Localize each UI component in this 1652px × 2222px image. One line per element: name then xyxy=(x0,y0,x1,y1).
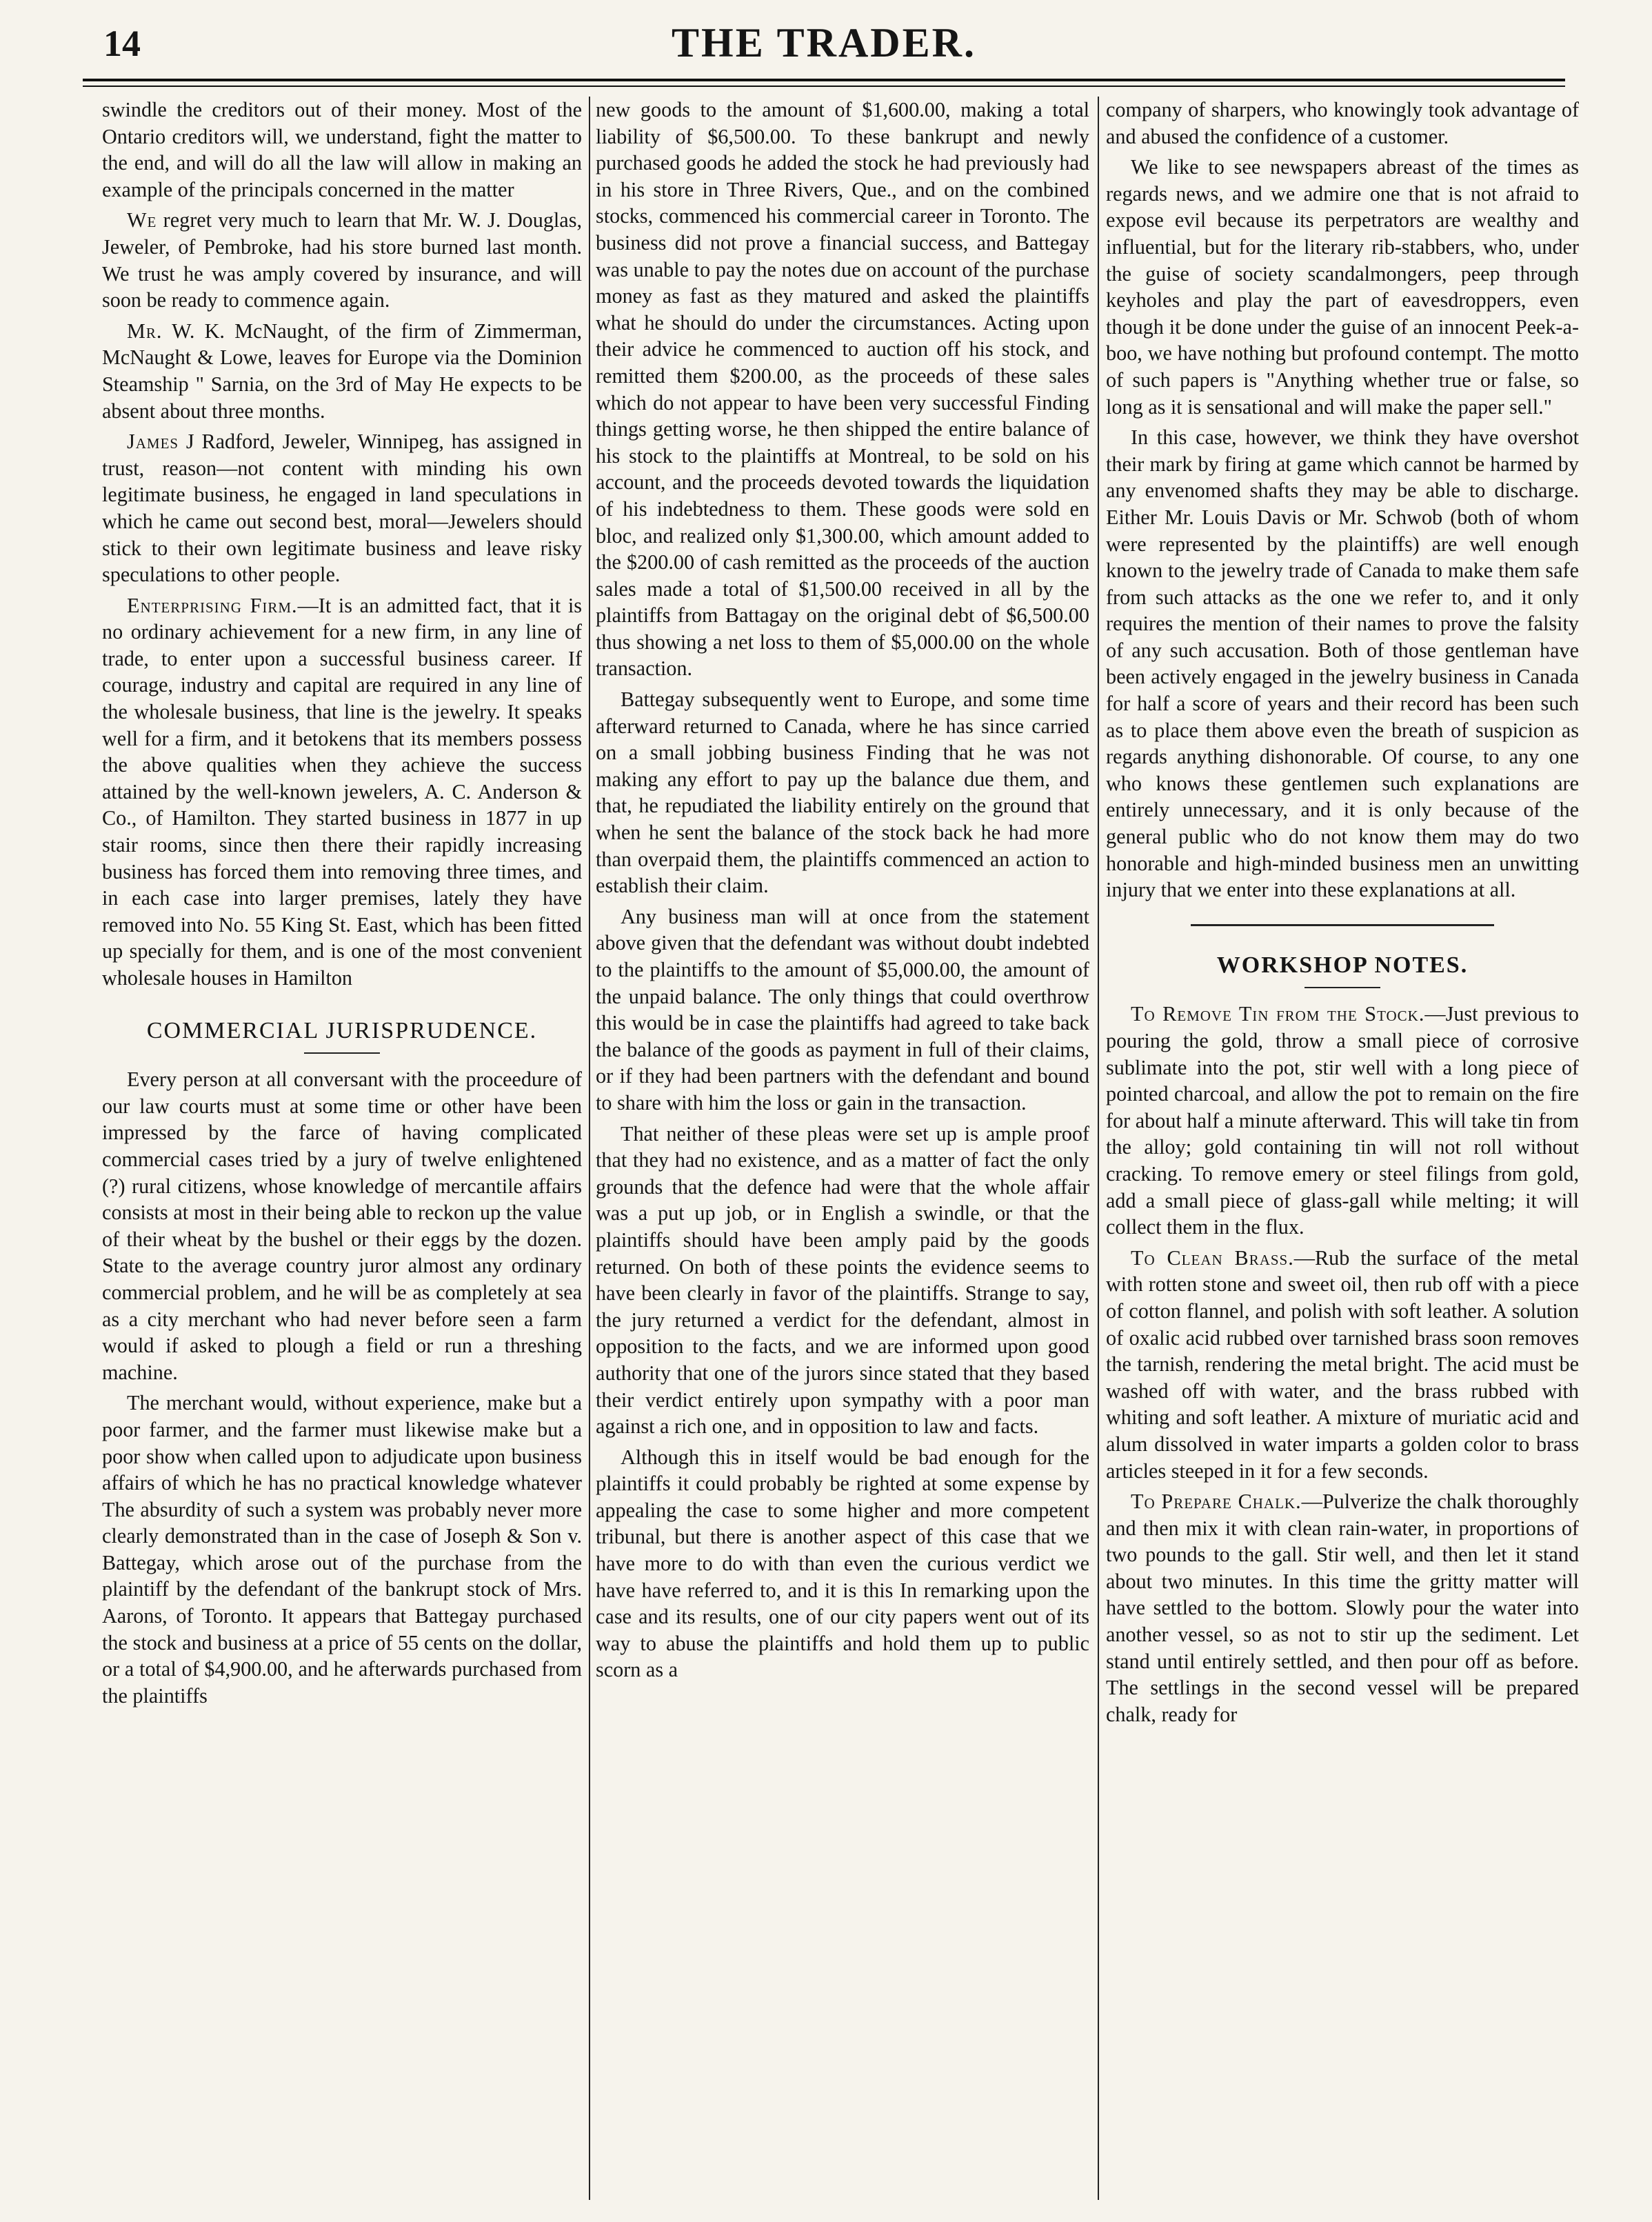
article-paragraph: That neither of these pleas were set up is ample proof that they had no existence, and as a matter of fact the only grounds that the defence had were that the whole affair was a put up job, or in English a swindle, or that the plaintiffs should have been amply paid by the goods returned. On both of these points the evidence seems to have been clearly in favor of the plaintiffs. Strange to say, the jury returned a verdict for the defendant, almost in opposition to the facts, and we are informed upon good authority that one of the jurors since stated that they based their verdict entirely upon sympathy with a poor man against a rich one, and in opposition to law and facts. xyxy=(596,1121,1089,1439)
column-1 xyxy=(102,97,582,2207)
section-heading: COMMERCIAL JURISPRUDENCE. xyxy=(146,1017,538,1043)
paragraph-lead: Mr. xyxy=(127,319,163,343)
paragraph-lead: To Clean Brass. xyxy=(1131,1245,1294,1270)
article-paragraph: In this case, however, we think they have overshot their mark by firing at game which cannot be harmed by any envenomed shafts they may be able to discharge. Either Mr. Louis Davis or Mr. Schwob (both of whom were represented by the plaintiffs) are well enough known to the jewelry trade of Canada to make them safe from such attacks as the one we refer to, and it only requires the mention of their names to prove the falsity of any such accusation. Both of those gentleman have been actively engaged in the jewelry business in Canada for half a score of years and their record has been such as to place them above even the breath of suspicion as regards anything dishonorable. Of course, to any one who knows these gentlemen such explanations are entirely unnecessary, and it is only because of the general public who do not know them may do two honorable and high-minded business men an unwitting injury that we enter into these explanations at all. xyxy=(1106,426,1579,902)
article-paragraph: The merchant would, without experience, make but a poor farmer, and the farmer must likewise make but a poor show when called upon to adjudicate upon business affairs of which he has no practical knowledge whatever The absurdity of such a system was probably never more clearly demonstrated than in the case of Joseph & Son v. Battegay, which arose out of the purchase from the plaintiff by the defendant of the bankrupt stock of Mrs. Aarons, of Toronto. It appears that Battegay purchased the stock and business at a price of 55 cents on the dollar, or a total of $4,900.00, and he afterwards purchased from the plaintiffs xyxy=(102,1391,582,1708)
article-paragraph xyxy=(1106,1488,1579,1728)
article-paragraph: new goods to the amount of $1,600.00, making a total liability of $6,500.00. To these bankrupt and newly purchased goods he added the stock he had previously had in his store in Three Rivers, Que., and on the combined stocks, commenced his commercial career in Toronto. The business did not prove a financial success, and Battegay was unable to pay the notes due on account of the purchase money as fast as they matured and asked the plaintiffs what he should do under the circumstances. Acting upon their advice he commenced to auction off his stock, and remitted them $200.00, as the proceeds of these sales which do not appear to have been very successful Finding things getting worse, he then shipped the entire balance of his stock to the plaintiffs at Montreal, to be sold on his account, and the proceeds devoted towards the liquidation of his indebtedness to them. These goods were sold en bloc, and realized only $1,300.00, which amount added to the $200.00 of cash remitted as the proceeds of the auction sales made a total of $1,500.00 received in all by the plaintiffs from Battagay on the original debt of $6,500.00 thus showing a net loss to them of $5,000.00 on the whole transaction. xyxy=(596,98,1089,681)
column-3 xyxy=(1106,97,1579,2207)
page-number: 14 xyxy=(103,23,141,64)
section-rule xyxy=(1191,924,1494,926)
article-paragraph xyxy=(102,592,582,992)
column-divider xyxy=(589,97,590,2200)
paragraph-lead: To Remove Tin from the Stock. xyxy=(1131,1002,1425,1026)
article-paragraph: Although this in itself would be bad enough for the plaintiffs it could probably be righted at some expense by appealing the case to some higher and more competent tribunal, but there is another aspect of this case that we have more to do with than even the curious verdict we have have referred to, and it is this In remarking upon the case and its results, one of our city papers went out of its way to abuse the plaintiffs and hold them up to public scorn as a xyxy=(596,1445,1089,1682)
paragraph-lead: To Prepare Chalk. xyxy=(1131,1490,1302,1514)
heading-rule xyxy=(1305,987,1380,988)
article-paragraph xyxy=(1106,1001,1579,1240)
article-paragraph xyxy=(1106,1245,1579,1484)
heading-rule xyxy=(304,1052,380,1054)
paragraph-lead: Enterprising Firm. xyxy=(127,593,298,617)
paragraph-body: regret very much to learn that Mr. W. J. Douglas, Jeweler, of Pembroke, had his store burned last month. We trust he was amply covered by insurance, and will soon be ready to commence again. xyxy=(102,208,582,312)
paragraph-body: —Pulverize the chalk thoroughly and then mix it with clean rain-water, in proportions of two pounds to the gall. Stir well, and then let it stand about two minutes. In this time the gritty matter will have settled to the bottom. Slowly pour the water into another vessel, so as not to stir up the sediment. Let stand until entirely settled, and then pour off as before. The settlings in the second vessel will be prepared chalk, ready for xyxy=(1106,1490,1579,1726)
article-paragraph xyxy=(102,207,582,313)
section-heading: WORKSHOP NOTES. xyxy=(1216,952,1469,978)
header-rule-thin xyxy=(83,86,1565,87)
article-paragraph: Any business man will at once from the statement above given that the defendant was without doubt indebted to the plaintiffs to the amount of $5,000.00, the amount of the unpaid balance. The only things that could overthrow this would be in case the plaintiffs had agreed to take back the balance of the goods as payment in full of their claims, or if they had been partners with the defendant and bound to share with him the loss or gain in the transaction. xyxy=(596,904,1089,1114)
masthead-title: THE TRADER. xyxy=(672,20,976,66)
paragraph-body: J Radford, Jeweler, Winnipeg, has assigned in trust, reason—not content with minding his own legitimate business, he engaged in land speculations in which he came out second best, moral—Jewelers should stick to their own legitimate business and leave risky speculations to other people. xyxy=(102,430,582,587)
article-paragraph: We like to see newspapers abreast of the times as regards news, and we admire one that is not afraid to expose evil because its perpetrators are wealthy and influential, but for the literary rib-stabbers, who, under the guise of society scandalmongers, peep through keyholes and play the part of eavesdroppers, even though it be done under the guise of an innocent Peek-a-boo, we have nothing but profound contempt. The motto of such papers is "Anything whether true or false, so long as it is sensational and will make the paper sell." xyxy=(1106,155,1579,419)
article-paragraph xyxy=(102,428,582,588)
paragraph-body: W. K. McNaught, of the firm of Zimmerman, McNaught & Lowe, leaves for Europe via the Dominion Steamship " Sarnia, on the 3rd of May He expects to be absent about three months. xyxy=(102,319,582,423)
paragraph-lead: We xyxy=(127,208,157,232)
article-paragraph: company of sharpers, who knowingly took advantage of and abused the confidence of a customer. xyxy=(1106,98,1579,148)
paragraph-body: —Rub the surface of the metal with rotten stone and sweet oil, then rub off with a piece of cotton flannel, and polish with soft leather. A solution of oxalic acid rubbed over tarnished brass soon removes the tarnish, rendering the metal bright. The acid must be washed off with water, and the brass rubbed with whiting and soft leather. A mixture of muriatic acid and alum dissolved in water imparts a golden color to brass articles steeped in it for a few seconds. xyxy=(1106,1245,1579,1483)
column-2 xyxy=(596,97,1089,2207)
paragraph-lead: James xyxy=(127,430,179,454)
article-paragraph: swindle the creditors out of their money. Most of the Ontario creditors will, we understand, fight the matter to the end, and will do all the law will allow in making an example of the principals concerned in the matter xyxy=(102,98,582,201)
column-divider xyxy=(1098,97,1099,2200)
paragraph-body: —It is an admitted fact, that it is no ordinary achievement for a new firm, in any line of trade, to enter upon a successful business career. If courage, industry and capital are required in any line of the wholesale business, that line is the jewelry. It speaks well for a firm, and it betokens that its members possess the above qualities when they achieve the success attained by the well-known jewelers, A. C. Anderson & Co., of Hamilton. They started business in 1877 in up stair rooms, since then there their rapidly increasing business has forced them into removing three times, and in each case into larger premises, lately they have removed into No. 55 King St. East, which has been fitted up specially for them, and is one of the most convenient wholesale houses in Hamilton xyxy=(102,593,582,990)
article-paragraph xyxy=(102,318,582,424)
page-header xyxy=(83,19,1565,81)
header-rule xyxy=(83,79,1565,81)
article-paragraph: Every person at all conversant with the proceedure of our law courts must at some time or other have been impressed by the farce of having complicated commercial cases tried by a jury of twelve enlightened (?) rural citizens, whose knowledge of mercantile affairs consists at most in their being able to reckon up the value of their wheat by the bushel or their eggs by the dozen. State to the average country juror almost any ordinary commercial problem, and he will be as completely at sea as a city merchant who had never before seen a farm would if asked to plough a field or run a threshing machine. xyxy=(102,1068,582,1384)
paragraph-body: —Just previous to pouring the gold, throw a small piece of corrosive sublimate into the pot, stir well with a long piece of pointed charcoal, and allow the pot to remain on the fire for about half a minute afterward. This will take tin from the alloy; gold containing tin will not roll without cracking. To remove emery or steel filings from gold, add a small piece of glass-gall while melting; it will collect them in the flux. xyxy=(1106,1002,1579,1239)
article-paragraph: Battegay subsequently went to Europe, and some time afterward returned to Canada, where he has since carried on a small jobbing business Finding that he was not making any effort to pay up the balance due them, and that, he repudiated the liability entirely on the ground that when he sent the balance of the stock back he had more than overpaid them, the plaintiffs commenced an action to establish their claim. xyxy=(596,688,1089,898)
